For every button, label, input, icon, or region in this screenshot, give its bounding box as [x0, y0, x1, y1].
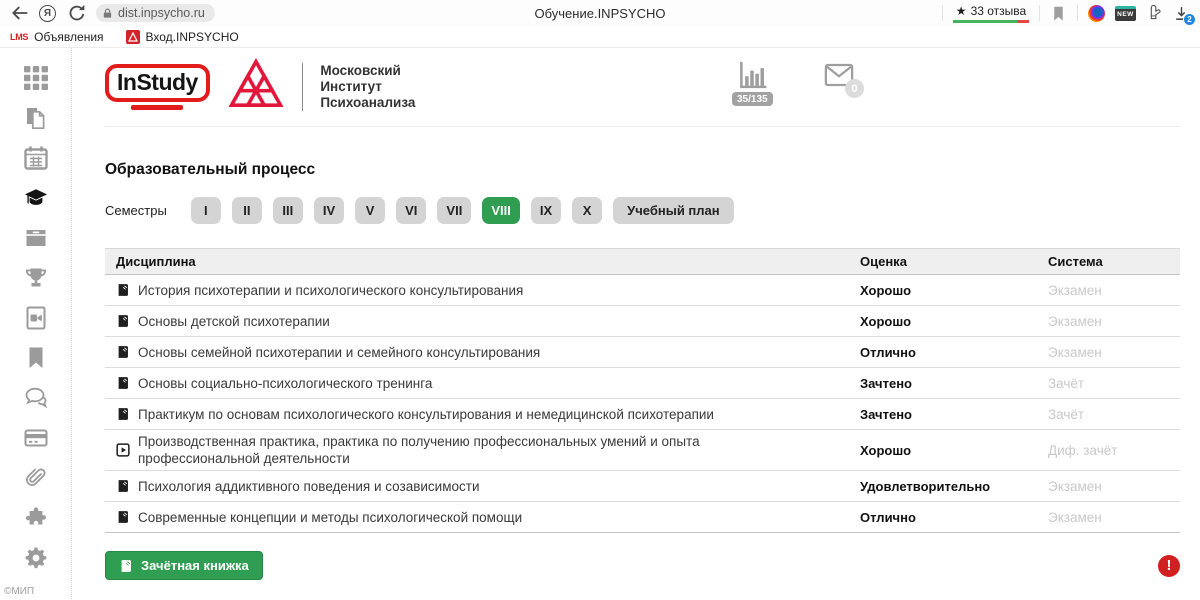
- system-cell: Экзамен: [1048, 313, 1102, 329]
- progress-stats-button[interactable]: [732, 60, 773, 106]
- table-row[interactable]: [105, 337, 1180, 368]
- table-row[interactable]: [105, 368, 1180, 399]
- discipline-cell: [105, 478, 860, 495]
- grades-table: [105, 248, 1180, 533]
- discipline-name: Основы семейной психотерапии и семейного консультирования: [138, 344, 541, 360]
- table-header: [105, 248, 1180, 275]
- messages-button[interactable]: [824, 60, 858, 95]
- discipline-name: Современные концепции и методы психологической помощи: [138, 509, 523, 525]
- table-row[interactable]: [105, 306, 1180, 337]
- video-lessons-icon[interactable]: [24, 306, 48, 330]
- back-icon[interactable]: [10, 3, 30, 23]
- page-header: [105, 48, 1180, 127]
- reload-icon[interactable]: [67, 3, 87, 23]
- book-icon: [116, 345, 130, 359]
- inpsycho-favicon: [126, 30, 140, 44]
- book-icon: [116, 376, 130, 390]
- section-heading: Образовательный процесс: [105, 161, 316, 178]
- toolbar-separator: [1077, 5, 1078, 21]
- table-row[interactable]: [105, 275, 1180, 306]
- book-icon: [116, 479, 130, 493]
- new-extension-icon[interactable]: NEW: [1115, 6, 1136, 21]
- discipline-cell: [105, 406, 860, 423]
- gradebook-button[interactable]: [105, 551, 263, 580]
- lock-icon: [102, 8, 113, 19]
- book-icon: [119, 559, 133, 573]
- system-cell: Экзамен: [1048, 478, 1102, 494]
- settings-icon[interactable]: [24, 546, 48, 570]
- semester-tab-ix[interactable]: IX: [531, 197, 561, 224]
- table-row[interactable]: [105, 502, 1180, 533]
- system-cell: Диф. зачёт: [1048, 442, 1118, 458]
- system-cell: Экзамен: [1048, 344, 1102, 360]
- instudy-logo-stand: [131, 105, 183, 110]
- envelope-icon: [824, 60, 858, 95]
- bookmark-flag-icon[interactable]: [1050, 5, 1067, 22]
- payments-icon[interactable]: [24, 426, 48, 450]
- table-row[interactable]: [105, 471, 1180, 502]
- study-plan-button[interactable]: Учебный план: [613, 197, 733, 224]
- system-cell: Экзамен: [1048, 282, 1102, 298]
- bookmark-announcements[interactable]: [10, 30, 104, 44]
- semester-tab-i[interactable]: I: [191, 197, 221, 224]
- toolbar-separator: [942, 5, 943, 21]
- semester-tab-iv[interactable]: IV: [314, 197, 344, 224]
- book-icon: [116, 314, 130, 328]
- main-area: [0, 48, 1200, 599]
- semester-tabs: [191, 197, 602, 224]
- discipline-name: История психотерапии и психологического консультирования: [138, 282, 524, 298]
- discipline-cell: [105, 344, 860, 361]
- table-row[interactable]: [105, 430, 1180, 471]
- bar-chart-icon: [737, 60, 767, 90]
- institute-name: Московский Институт Психоанализа: [320, 63, 416, 110]
- apps-grid-icon[interactable]: [24, 66, 48, 90]
- site-reviews-button[interactable]: [953, 4, 1029, 23]
- star-icon: ★: [955, 3, 967, 18]
- grade-cell: Хорошо: [860, 313, 912, 329]
- semester-tab-v[interactable]: V: [355, 197, 385, 224]
- footer-row: [105, 551, 1180, 580]
- grade-cell: Зачтено: [860, 406, 912, 422]
- column-discipline: Дисциплина: [116, 254, 196, 269]
- discipline-cell: [105, 313, 860, 330]
- semester-tab-iii[interactable]: III: [273, 197, 303, 224]
- sidebar-nav: [0, 48, 72, 599]
- url-text: dist.inpsycho.ru: [118, 6, 205, 20]
- grade-cell: Отлично: [860, 509, 916, 525]
- mail-count-badge: 0: [845, 79, 864, 98]
- grade-cell: Удовлетворительно: [860, 478, 991, 494]
- grade-cell: Хорошо: [860, 442, 912, 458]
- table-body: [105, 275, 1180, 533]
- grade-cell: Зачтено: [860, 375, 912, 391]
- discipline-name: Психология аддиктивного поведения и созависимости: [138, 478, 480, 494]
- reviews-rating-bar: [953, 20, 1029, 23]
- reviews-count: 33 отзыва: [970, 3, 1027, 18]
- grade-cell: Отлично: [860, 344, 916, 360]
- semesters-label: Семестры: [105, 203, 167, 218]
- system-cell: Экзамен: [1048, 509, 1102, 525]
- progress-badge: 35/135: [732, 92, 773, 106]
- attachments-icon[interactable]: [24, 466, 48, 490]
- discipline-name: Производственная практика, практика по получению профессиональных умений и опыта профессиональной деятельности: [138, 434, 700, 466]
- column-grade: Оценка: [860, 254, 907, 269]
- page-title: Обучение.INPSYCHO: [534, 5, 666, 21]
- education-icon[interactable]: [24, 186, 48, 210]
- copyright-label: ©МИП: [4, 586, 35, 597]
- content-area: [72, 48, 1200, 599]
- documents-icon[interactable]: [24, 106, 48, 130]
- semester-tab-vii[interactable]: VII: [437, 197, 471, 224]
- lms-favicon: LMS: [10, 31, 29, 42]
- gradebook-button-label: Зачётная книжка: [141, 558, 249, 573]
- book-icon: [116, 283, 130, 297]
- messages-icon[interactable]: [24, 386, 48, 410]
- downloads-count-badge: 2: [1183, 13, 1196, 26]
- discipline-cell: [105, 375, 860, 392]
- play-icon: [116, 443, 130, 457]
- instudy-logo[interactable]: [105, 64, 210, 110]
- achievements-icon[interactable]: [24, 266, 48, 290]
- semester-tab-x[interactable]: X: [572, 197, 602, 224]
- browser-extension-icon[interactable]: [1088, 5, 1105, 22]
- downloads-icon[interactable]: [1173, 5, 1190, 22]
- bookmark-inpsycho-login[interactable]: [126, 30, 239, 44]
- column-system: Система: [1048, 254, 1103, 269]
- book-icon: [116, 407, 130, 421]
- archive-icon[interactable]: [24, 226, 48, 250]
- semester-tab-viii[interactable]: VIII: [482, 197, 520, 224]
- institute-triangle-logo-icon: [227, 58, 285, 116]
- discipline-cell: [105, 433, 860, 467]
- logo-divider: [302, 63, 304, 111]
- integrations-icon[interactable]: [24, 506, 48, 530]
- bookmarks-icon[interactable]: [24, 346, 48, 370]
- semester-tab-ii[interactable]: II: [232, 197, 262, 224]
- toolbar-separator: [1039, 5, 1040, 21]
- bookmark-label: Объявления: [34, 29, 104, 44]
- grade-cell: Хорошо: [860, 282, 912, 298]
- alert-exclamation-icon[interactable]: !: [1158, 555, 1180, 577]
- table-row[interactable]: [105, 399, 1180, 430]
- discipline-name: Основы социально-психологического тренинга: [138, 375, 433, 391]
- book-icon: [116, 510, 130, 524]
- yandex-profile-icon[interactable]: Я: [39, 5, 56, 22]
- discipline-cell: [105, 509, 860, 526]
- discipline-name: Практикум по основам психологического консультирования и немедицинской психотерапии: [138, 406, 714, 422]
- discipline-cell: [105, 282, 860, 299]
- glove-extension-icon[interactable]: [1146, 5, 1163, 22]
- system-cell: Зачёт: [1048, 406, 1085, 422]
- calendar-icon[interactable]: [24, 146, 48, 170]
- bookmarks-bar: [0, 26, 1200, 48]
- system-cell: Зачёт: [1048, 375, 1085, 391]
- discipline-name: Основы детской психотерапии: [138, 313, 330, 329]
- browser-chrome: [0, 0, 1200, 26]
- semester-tab-vi[interactable]: VI: [396, 197, 426, 224]
- bookmark-label: Вход.INPSYCHO: [145, 29, 239, 44]
- instudy-logo-text: InStudy: [105, 64, 210, 102]
- semester-filter: [105, 197, 1180, 224]
- address-bar[interactable]: [96, 4, 215, 22]
